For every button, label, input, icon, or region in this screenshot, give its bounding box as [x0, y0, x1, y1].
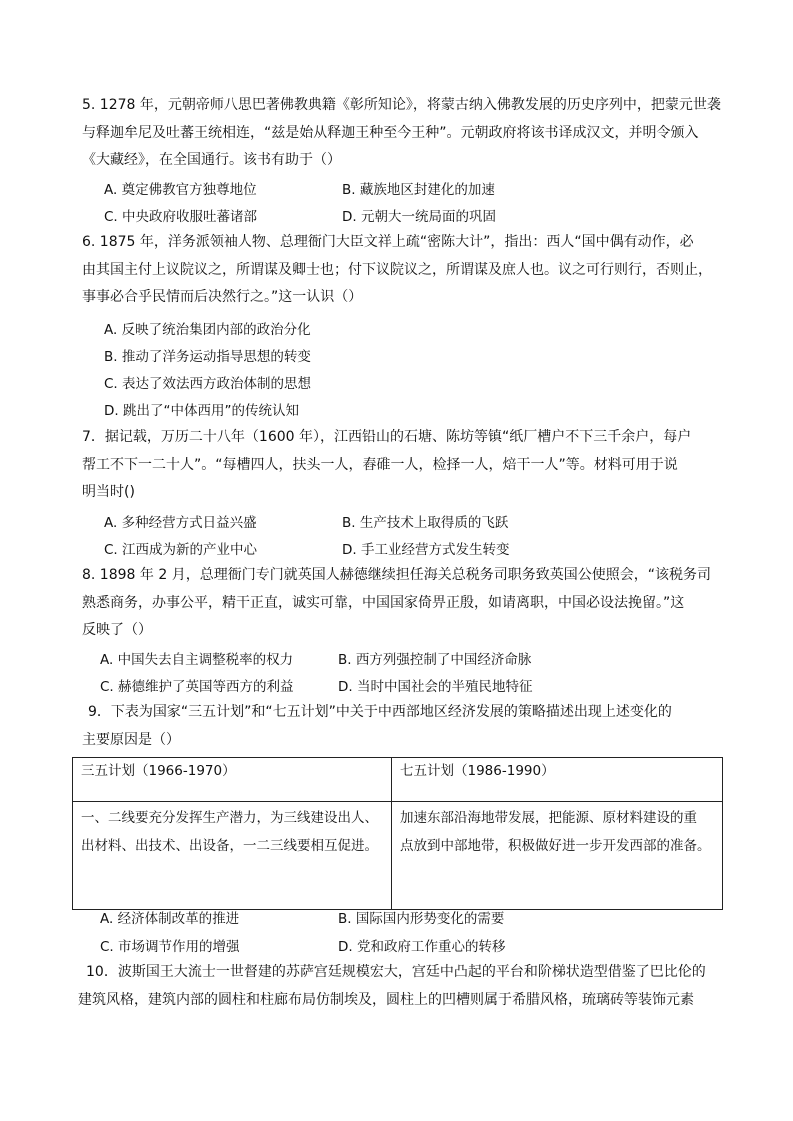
question-line: 建筑风格，建筑内部的圆柱和柱廊布局仿制埃及，圆柱上的凹槽则属于希腊风格，琉璃砖等装饰元素 [78, 991, 694, 1008]
question-7-stem [82, 424, 718, 507]
option-d[interactable]: D. 党和政府工作重心的转移 [338, 939, 506, 955]
question-6-stem [82, 229, 718, 312]
table-cell [73, 802, 392, 910]
option-a[interactable]: A. 多种经营方式日益兴盛 [104, 515, 257, 531]
question-line: 10．波斯国王大流士一世督建的苏萨宫廷规模宏大，宫廷中凸起的平台和阶梯状造型借鉴了巴比伦的 [86, 964, 706, 980]
table-header-cell: 三五计划（1966-1970） [73, 758, 392, 802]
option-b[interactable]: B. 推动了洋务运动指导思想的转变 [104, 349, 311, 365]
question-line: 熟悉商务，办事公平，精干正直，诚实可靠，中国国家倚畀正殷，如请离职，中国必设法挽留。”这 [82, 594, 685, 611]
cell-line: 点放到中部地带，积极做好进一步开发西部的准备。 [400, 838, 711, 854]
question-10-stem [78, 959, 722, 1014]
table-header-row [73, 758, 723, 802]
table-cell [392, 802, 723, 910]
option-d[interactable]: D. 当时中国社会的半殖民地特征 [338, 679, 533, 695]
option-b[interactable]: B. 藏族地区封建化的加速 [342, 182, 495, 198]
cell-line: 出材料、出技术、出设备，一二三线要相互促进。 [81, 838, 378, 854]
option-a[interactable]: A. 经济体制改革的推进 [100, 911, 240, 927]
cell-line: 加速东部沿海地带发展，把能源、原材料建设的重 [400, 810, 697, 826]
option-b[interactable]: B. 生产技术上取得质的飞跃 [342, 515, 509, 531]
question-line: 反映了（） [82, 622, 152, 638]
option-d[interactable]: D. 手工业经营方式发生转变 [342, 542, 510, 558]
question-line: 9．下表为国家“三五计划”和“七五计划”中关于中西部地区经济发展的策略描述出现上述变化的 [88, 704, 672, 720]
question-8-stem [82, 562, 718, 645]
table-row [73, 802, 723, 910]
question-5-stem [82, 92, 721, 175]
option-c[interactable]: C. 江西成为新的产业中心 [104, 542, 258, 558]
question-line: 《大藏经》，在全国通行。该书有助于（） [82, 152, 341, 168]
option-a[interactable]: A. 反映了统治集团内部的政治分化 [104, 322, 311, 338]
table-header-cell: 七五计划（1986-1990） [392, 758, 723, 802]
option-c[interactable]: C. 市场调节作用的增强 [100, 939, 240, 955]
option-c[interactable]: C. 表达了效法西方政治体制的思想 [104, 376, 312, 392]
cell-line: 一、二线要充分发挥生产潜力，为三线建设出人、 [81, 810, 378, 826]
plan-comparison-table [72, 757, 723, 910]
option-d[interactable]: D. 跳出了“中体西用”的传统认知 [104, 403, 299, 419]
question-line: 7．据记载，万历二十八年（1600 年），江西铅山的石塘、陈坊等镇“纸厂槽户不下三千余户，每户 [82, 429, 692, 445]
question-line: 8. 1898 年 2 月，总理衙门专门就英国人赫德继续担任海关总税务司职务致英国公使照会，“该税务司 [82, 567, 711, 583]
question-line: 帮工不下一二十人”。“每槽四人，扶头一人，舂碓一人，检择一人，焙干一人”等。材料可用于说 [82, 456, 678, 473]
question-line: 主要原因是（） [82, 731, 180, 748]
question-line: 6. 1875 年，洋务派领袖人物、总理衙门大臣文祥上疏“密陈大计”，指出：西人“国中偶有动作，必 [82, 234, 694, 250]
question-line: 事事必合乎民情而后决然行之。”这一认识（） [82, 289, 363, 305]
option-c[interactable]: C. 赫德维护了英国等西方的利益 [100, 679, 294, 695]
option-d[interactable]: D. 元朝大一统局面的巩固 [342, 209, 496, 225]
question-9-stem [82, 699, 724, 754]
question-line: 5. 1278 年，元朝帝师八思巴著佛教典籍《彰所知论》，将蒙古纳入佛教发展的历史序列中，把蒙元世袭 [82, 97, 721, 113]
option-c[interactable]: C. 中央政府收服吐蕃诸部 [104, 209, 258, 225]
option-a[interactable]: A. 中国失去自主调整税率的权力 [100, 652, 294, 668]
question-line: 明当时() [82, 484, 135, 500]
question-line: 由其国主付上议院议之，所谓谋及卿士也；付下议院议之，所谓谋及庶人也。议之可行则行，否则止， [82, 261, 712, 278]
option-a[interactable]: A. 奠定佛教官方独尊地位 [104, 182, 257, 198]
option-b[interactable]: B. 国际国内形势变化的需要 [338, 911, 505, 927]
question-line: 与释迦牟尼及吐蕃王统相连，“兹是始从释迦王种至今王种”。元朝政府将该书译成汉文，并明令颁入 [82, 124, 699, 141]
option-b[interactable]: B. 西方列强控制了中国经济命脉 [338, 652, 532, 668]
